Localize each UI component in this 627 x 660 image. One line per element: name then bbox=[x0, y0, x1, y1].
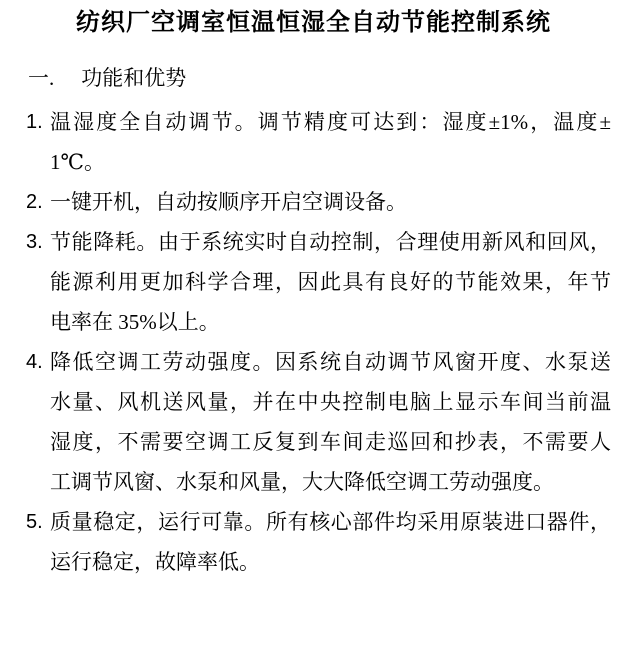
list-item-line: 节能降耗。由于系统实时自动控制，合理使用新风和回风， bbox=[50, 230, 611, 254]
section-heading-label: 功能和优势 bbox=[81, 66, 187, 90]
list-item-line: 降低空调工劳动强度。因系统自动调节风窗开度、水泵送 bbox=[50, 350, 611, 374]
list-item-number: 3. bbox=[26, 231, 43, 253]
list-item-line: 质量稳定，运行可靠。所有核心部件均采用原装进口器件， bbox=[50, 510, 611, 534]
list-item bbox=[26, 342, 611, 502]
list-item-line: 湿度，不需要空调工反复到车间走巡回和抄表，不需要人 bbox=[50, 430, 611, 454]
section-heading-number: 一. bbox=[28, 66, 55, 90]
list-item bbox=[26, 102, 611, 182]
list-item-line: 运行稳定，故障率低。 bbox=[50, 550, 260, 574]
list-item-number: 2. bbox=[26, 191, 43, 213]
document-title: 纺织厂空调室恒温恒湿全自动节能控制系统 bbox=[76, 10, 551, 36]
list-item-number: 1. bbox=[26, 111, 43, 133]
section-heading bbox=[28, 65, 627, 91]
list-item-line: 能源利用更加科学合理，因此具有良好的节能效果，年节 bbox=[50, 270, 611, 294]
list-item-line: 电率在 35%以上。 bbox=[50, 310, 220, 334]
list-item-number: 4. bbox=[26, 351, 43, 373]
list-item bbox=[26, 222, 611, 342]
list-item bbox=[26, 502, 611, 582]
list-item-line: 工调节风窗、水泵和风量，大大降低空调工劳动强度。 bbox=[50, 470, 554, 494]
list-item-line: 一键开机，自动按顺序开启空调设备。 bbox=[50, 190, 407, 214]
feature-list bbox=[0, 102, 627, 582]
list-item-line: 水量、风机送风量，并在中央控制电脑上显示车间当前温 bbox=[50, 390, 611, 414]
list-item-number: 5. bbox=[26, 511, 43, 533]
list-item bbox=[26, 182, 611, 222]
list-item-line: 1℃。 bbox=[50, 150, 105, 174]
list-item-line: 温湿度全自动调节。调节精度可达到：湿度±1%，温度± bbox=[50, 110, 611, 134]
